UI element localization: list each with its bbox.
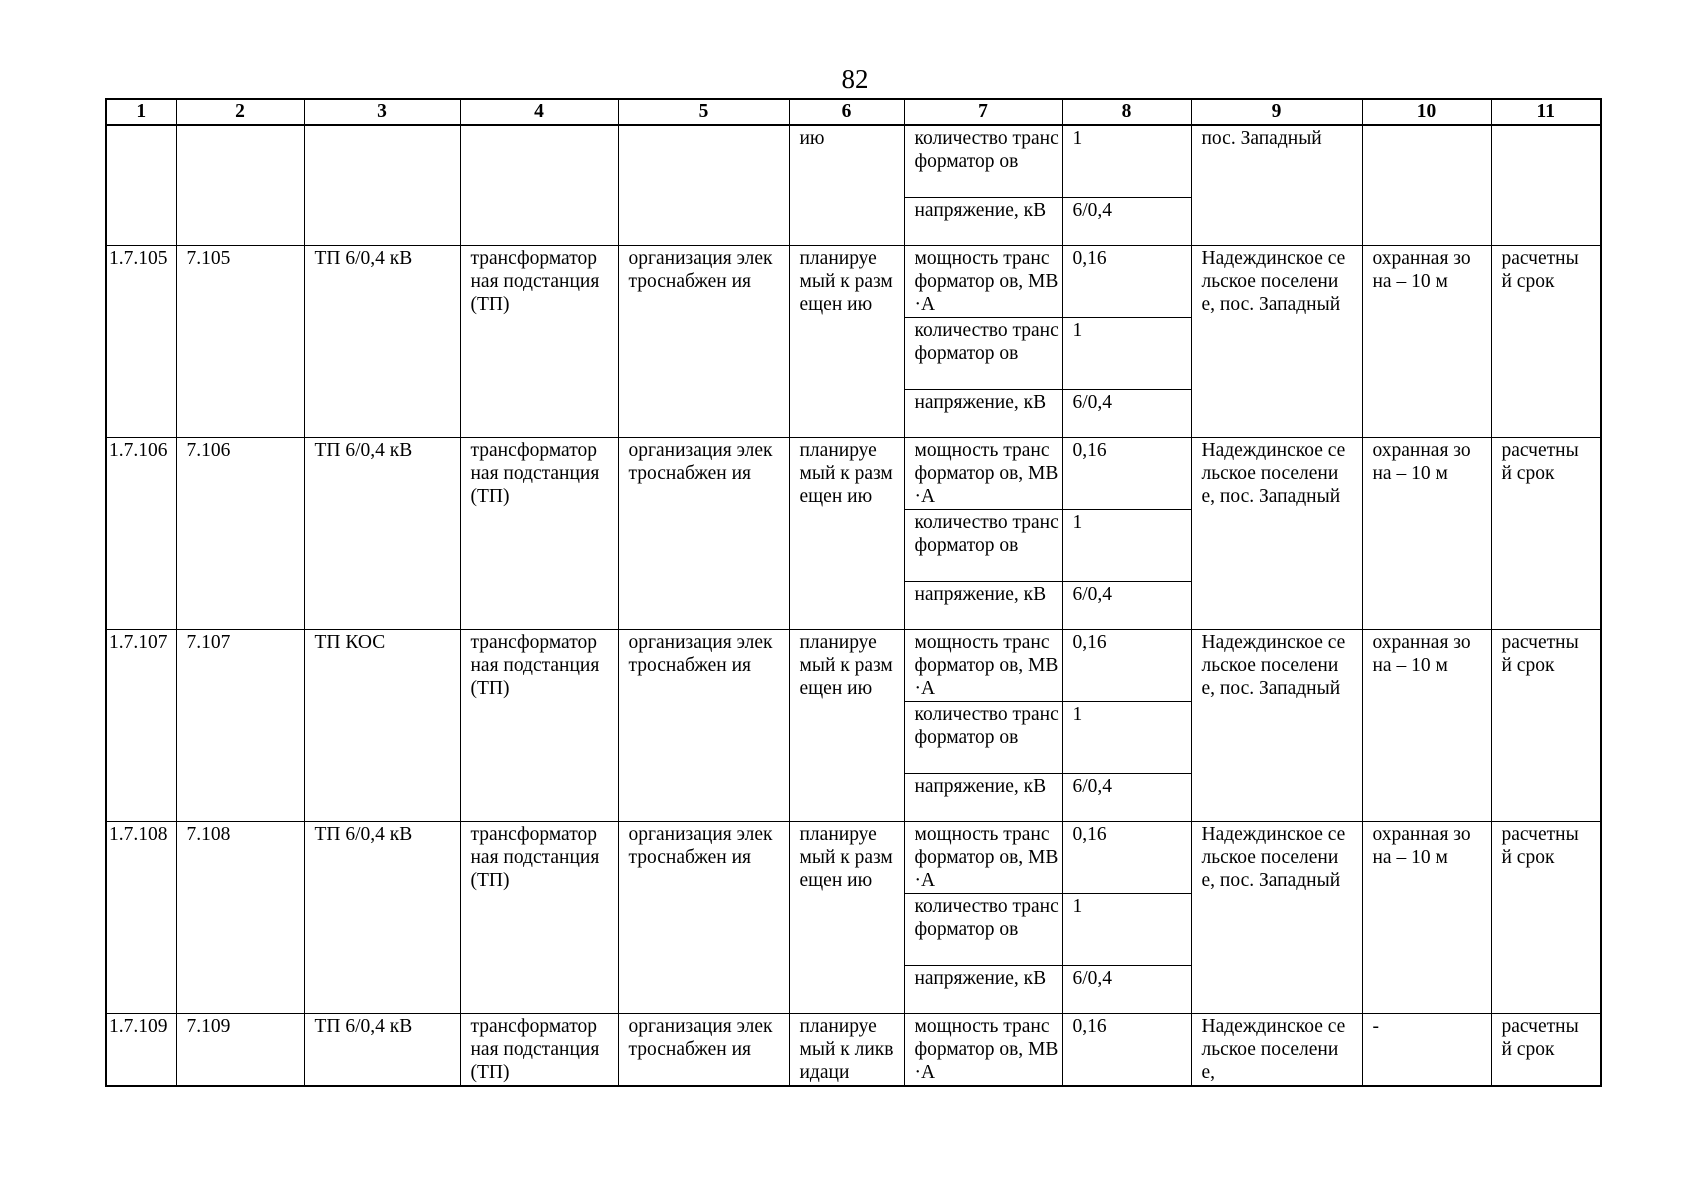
- cell-zone: охранная зона – 10 м: [1362, 822, 1491, 1014]
- header-cell: 4: [460, 99, 618, 125]
- cell-param-value: 6/0,4: [1062, 774, 1191, 822]
- header-cell: 9: [1191, 99, 1362, 125]
- cell-param-name: количество трансформатор ов: [904, 702, 1062, 774]
- cell-param-name: напряжение, кВ: [904, 198, 1062, 246]
- cell-param-value: 1: [1062, 125, 1191, 198]
- header-cell: 6: [789, 99, 904, 125]
- cell-param-value: 0,16: [1062, 1014, 1191, 1087]
- cell-num: 1.7.106: [106, 438, 176, 630]
- cell-param-value: 1: [1062, 510, 1191, 582]
- cell-param-name: количество трансформатор ов: [904, 894, 1062, 966]
- cell-purpose: [618, 125, 789, 246]
- cell-type: трансформатор ная подстанция (ТП): [460, 822, 618, 1014]
- cell-param-value: 1: [1062, 318, 1191, 390]
- cell-purpose: организация электроснабжен ия: [618, 438, 789, 630]
- header-cell: 1: [106, 99, 176, 125]
- cell-purpose: организация электроснабжен ия: [618, 246, 789, 438]
- cell-status: ию: [789, 125, 904, 246]
- header-row: [106, 99, 1601, 125]
- cell-code: [176, 125, 304, 246]
- cell-zone: [1362, 125, 1491, 246]
- cell-purpose: организация электроснабжен ия: [618, 822, 789, 1014]
- cell-name: [304, 125, 460, 246]
- cell-type: [460, 125, 618, 246]
- cell-num: 1.7.107: [106, 630, 176, 822]
- header-cell: 5: [618, 99, 789, 125]
- cell-param-value: 6/0,4: [1062, 966, 1191, 1014]
- cell-num: [106, 125, 176, 246]
- header-cell: 8: [1062, 99, 1191, 125]
- cell-code: 7.108: [176, 822, 304, 1014]
- cell-zone: охранная зона – 10 м: [1362, 630, 1491, 822]
- header-cell: 2: [176, 99, 304, 125]
- cell-location: Надеждинское сельское поселение,: [1191, 1014, 1362, 1087]
- cell-param-value: 6/0,4: [1062, 390, 1191, 438]
- cell-param-name: мощность трансформатор ов, МВ·А: [904, 246, 1062, 318]
- cell-name: ТП 6/0,4 кВ: [304, 822, 460, 1014]
- cell-zone: охранная зона – 10 м: [1362, 438, 1491, 630]
- cell-term: расчетны й срок: [1491, 822, 1601, 1014]
- cell-status: планируе мый к размещен ию: [789, 630, 904, 822]
- cell-num: 1.7.109: [106, 1014, 176, 1087]
- cell-term: расчетны й срок: [1491, 1014, 1601, 1087]
- header-cell: 3: [304, 99, 460, 125]
- cell-num: 1.7.105: [106, 246, 176, 438]
- table-row: [106, 822, 1601, 894]
- cell-param-value: 6/0,4: [1062, 582, 1191, 630]
- page-number: 82: [841, 64, 869, 94]
- cell-location: Надеждинское сельское поселение, пос. Западный: [1191, 438, 1362, 630]
- cell-param-value: 0,16: [1062, 246, 1191, 318]
- cell-param-name: напряжение, кВ: [904, 582, 1062, 630]
- cell-param-name: мощность трансформатор ов, МВ·А: [904, 822, 1062, 894]
- cell-code: 7.105: [176, 246, 304, 438]
- cell-term: расчетны й срок: [1491, 246, 1601, 438]
- planning-table: [105, 98, 1602, 1087]
- cell-name: ТП КОС: [304, 630, 460, 822]
- header-cell: 10: [1362, 99, 1491, 125]
- cell-param-name: мощность трансформатор ов, МВ·А: [904, 1014, 1062, 1087]
- header-cell: 11: [1491, 99, 1601, 125]
- cell-type: трансформатор ная подстанция (ТП): [460, 630, 618, 822]
- cell-param-value: 0,16: [1062, 438, 1191, 510]
- cell-location: Надеждинское сельское поселение, пос. Западный: [1191, 630, 1362, 822]
- table-row: [106, 438, 1601, 510]
- cell-term: расчетны й срок: [1491, 630, 1601, 822]
- cell-zone: охранная зона – 10 м: [1362, 246, 1491, 438]
- cell-type: трансформатор ная подстанция (ТП): [460, 438, 618, 630]
- header-cell: 7: [904, 99, 1062, 125]
- cell-param-value: 1: [1062, 894, 1191, 966]
- cell-location: Надеждинское сельское поселение, пос. Западный: [1191, 822, 1362, 1014]
- cell-location: Надеждинское сельское поселение, пос. Западный: [1191, 246, 1362, 438]
- cell-param-name: мощность трансформатор ов, МВ·А: [904, 630, 1062, 702]
- cell-term: расчетны й срок: [1491, 438, 1601, 630]
- cell-param-name: напряжение, кВ: [904, 390, 1062, 438]
- cell-param-value: 6/0,4: [1062, 198, 1191, 246]
- cell-param-value: 1: [1062, 702, 1191, 774]
- cell-name: ТП 6/0,4 кВ: [304, 438, 460, 630]
- cell-status: планируе мый к размещен ию: [789, 438, 904, 630]
- continuation-row: [106, 125, 1601, 198]
- cell-param-name: количество трансформатор ов: [904, 510, 1062, 582]
- cell-status: планируе мый к ликвидаци: [789, 1014, 904, 1087]
- table-row: [106, 246, 1601, 318]
- cell-param-value: 0,16: [1062, 822, 1191, 894]
- cell-param-value: 0,16: [1062, 630, 1191, 702]
- cell-term: [1491, 125, 1601, 246]
- cell-num: 1.7.108: [106, 822, 176, 1014]
- table-row: [106, 1014, 1601, 1087]
- cell-code: 7.109: [176, 1014, 304, 1087]
- table-row: [106, 630, 1601, 702]
- cell-param-name: мощность трансформатор ов, МВ·А: [904, 438, 1062, 510]
- cell-param-name: количество трансформатор ов: [904, 125, 1062, 198]
- cell-name: ТП 6/0,4 кВ: [304, 1014, 460, 1087]
- cell-status: планируе мый к размещен ию: [789, 822, 904, 1014]
- cell-type: трансформатор ная подстанция (ТП): [460, 1014, 618, 1087]
- cell-type: трансформатор ная подстанция (ТП): [460, 246, 618, 438]
- cell-param-name: количество трансформатор ов: [904, 318, 1062, 390]
- cell-purpose: организация электроснабжен ия: [618, 630, 789, 822]
- cell-purpose: организация электроснабжен ия: [618, 1014, 789, 1087]
- cell-param-name: напряжение, кВ: [904, 966, 1062, 1014]
- cell-zone: -: [1362, 1014, 1491, 1087]
- cell-location: пос. Западный: [1191, 125, 1362, 246]
- cell-code: 7.107: [176, 630, 304, 822]
- cell-name: ТП 6/0,4 кВ: [304, 246, 460, 438]
- cell-code: 7.106: [176, 438, 304, 630]
- cell-param-name: напряжение, кВ: [904, 774, 1062, 822]
- cell-status: планируе мый к размещен ию: [789, 246, 904, 438]
